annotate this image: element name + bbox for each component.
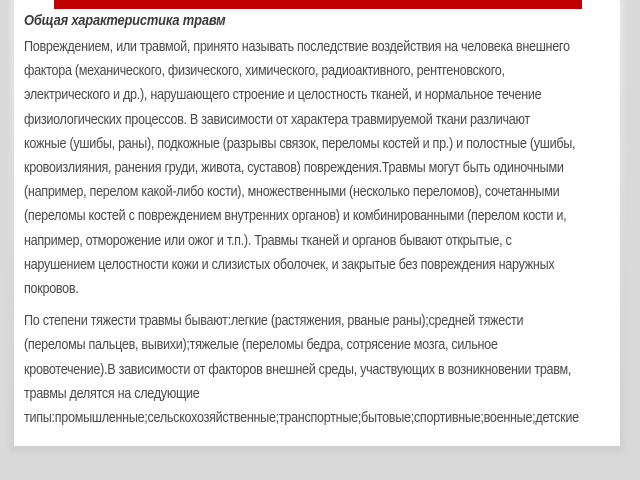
text-line: По степени тяжести травмы бывают:легкие (растяжения, рваные раны);средней тяжести (24, 312, 524, 330)
text-line: покровов. (24, 280, 79, 298)
text-line: кровотечение).В зависимости от факторов внешней среды, участвующих в возникновении травм, (24, 360, 572, 378)
slide-content (24, 12, 608, 430)
text-line: физиологических процессов. В зависимости от характера травмируемой ткани различают (24, 110, 530, 128)
text-line: кровоизлияния, ранения груди, живота, суставов) повреждения.Травмы могут быть одиночными (24, 159, 564, 177)
text-line: (переломы костей с повреждением внутренних органов) и комбинированными (перелом кости и, (24, 207, 567, 225)
accent-bar (54, 0, 582, 9)
text-line: типы:промышленные;сельскохозяйственные;транспортные;бытовые;спортивные;военные;детские (24, 409, 579, 427)
text-line: нарушением целостности кожи и слизистых оболочек, и закрытые без повреждения наружных (24, 255, 555, 273)
text-line: электрического и др.), нарушающего строение и целостность тканей, и нормальное течение (24, 86, 542, 104)
slide-title: Общая характеристика травм (24, 12, 226, 29)
text-line: Повреждением, или травмой, принято называть последствие воздействия на человека внешнего (24, 38, 570, 55)
text-line: (переломы пальцев, вывихи);тяжелые (переломы бедра, сотрясение мозга, сильное (24, 336, 498, 354)
text-line: кожные (ушибы, раны), подкожные (разрывы связок, переломы костей и пр.) и полостные (ушибы, (24, 134, 576, 152)
text-line: фактора (механического, физического, химического, радиоактивного, рентгеновского, (24, 62, 505, 80)
text-line: (например, перелом какой-либо кости), множественными (несколько переломов), сочетанными (24, 183, 560, 201)
paragraph-injury-severity (24, 309, 608, 430)
text-line: например, отморожение или ожог и т.п.). Травмы тканей и органов бывают открытые, с (24, 231, 512, 249)
text-line: травмы делятся на следующие (24, 384, 200, 402)
paragraph-injury-definition (24, 35, 608, 301)
